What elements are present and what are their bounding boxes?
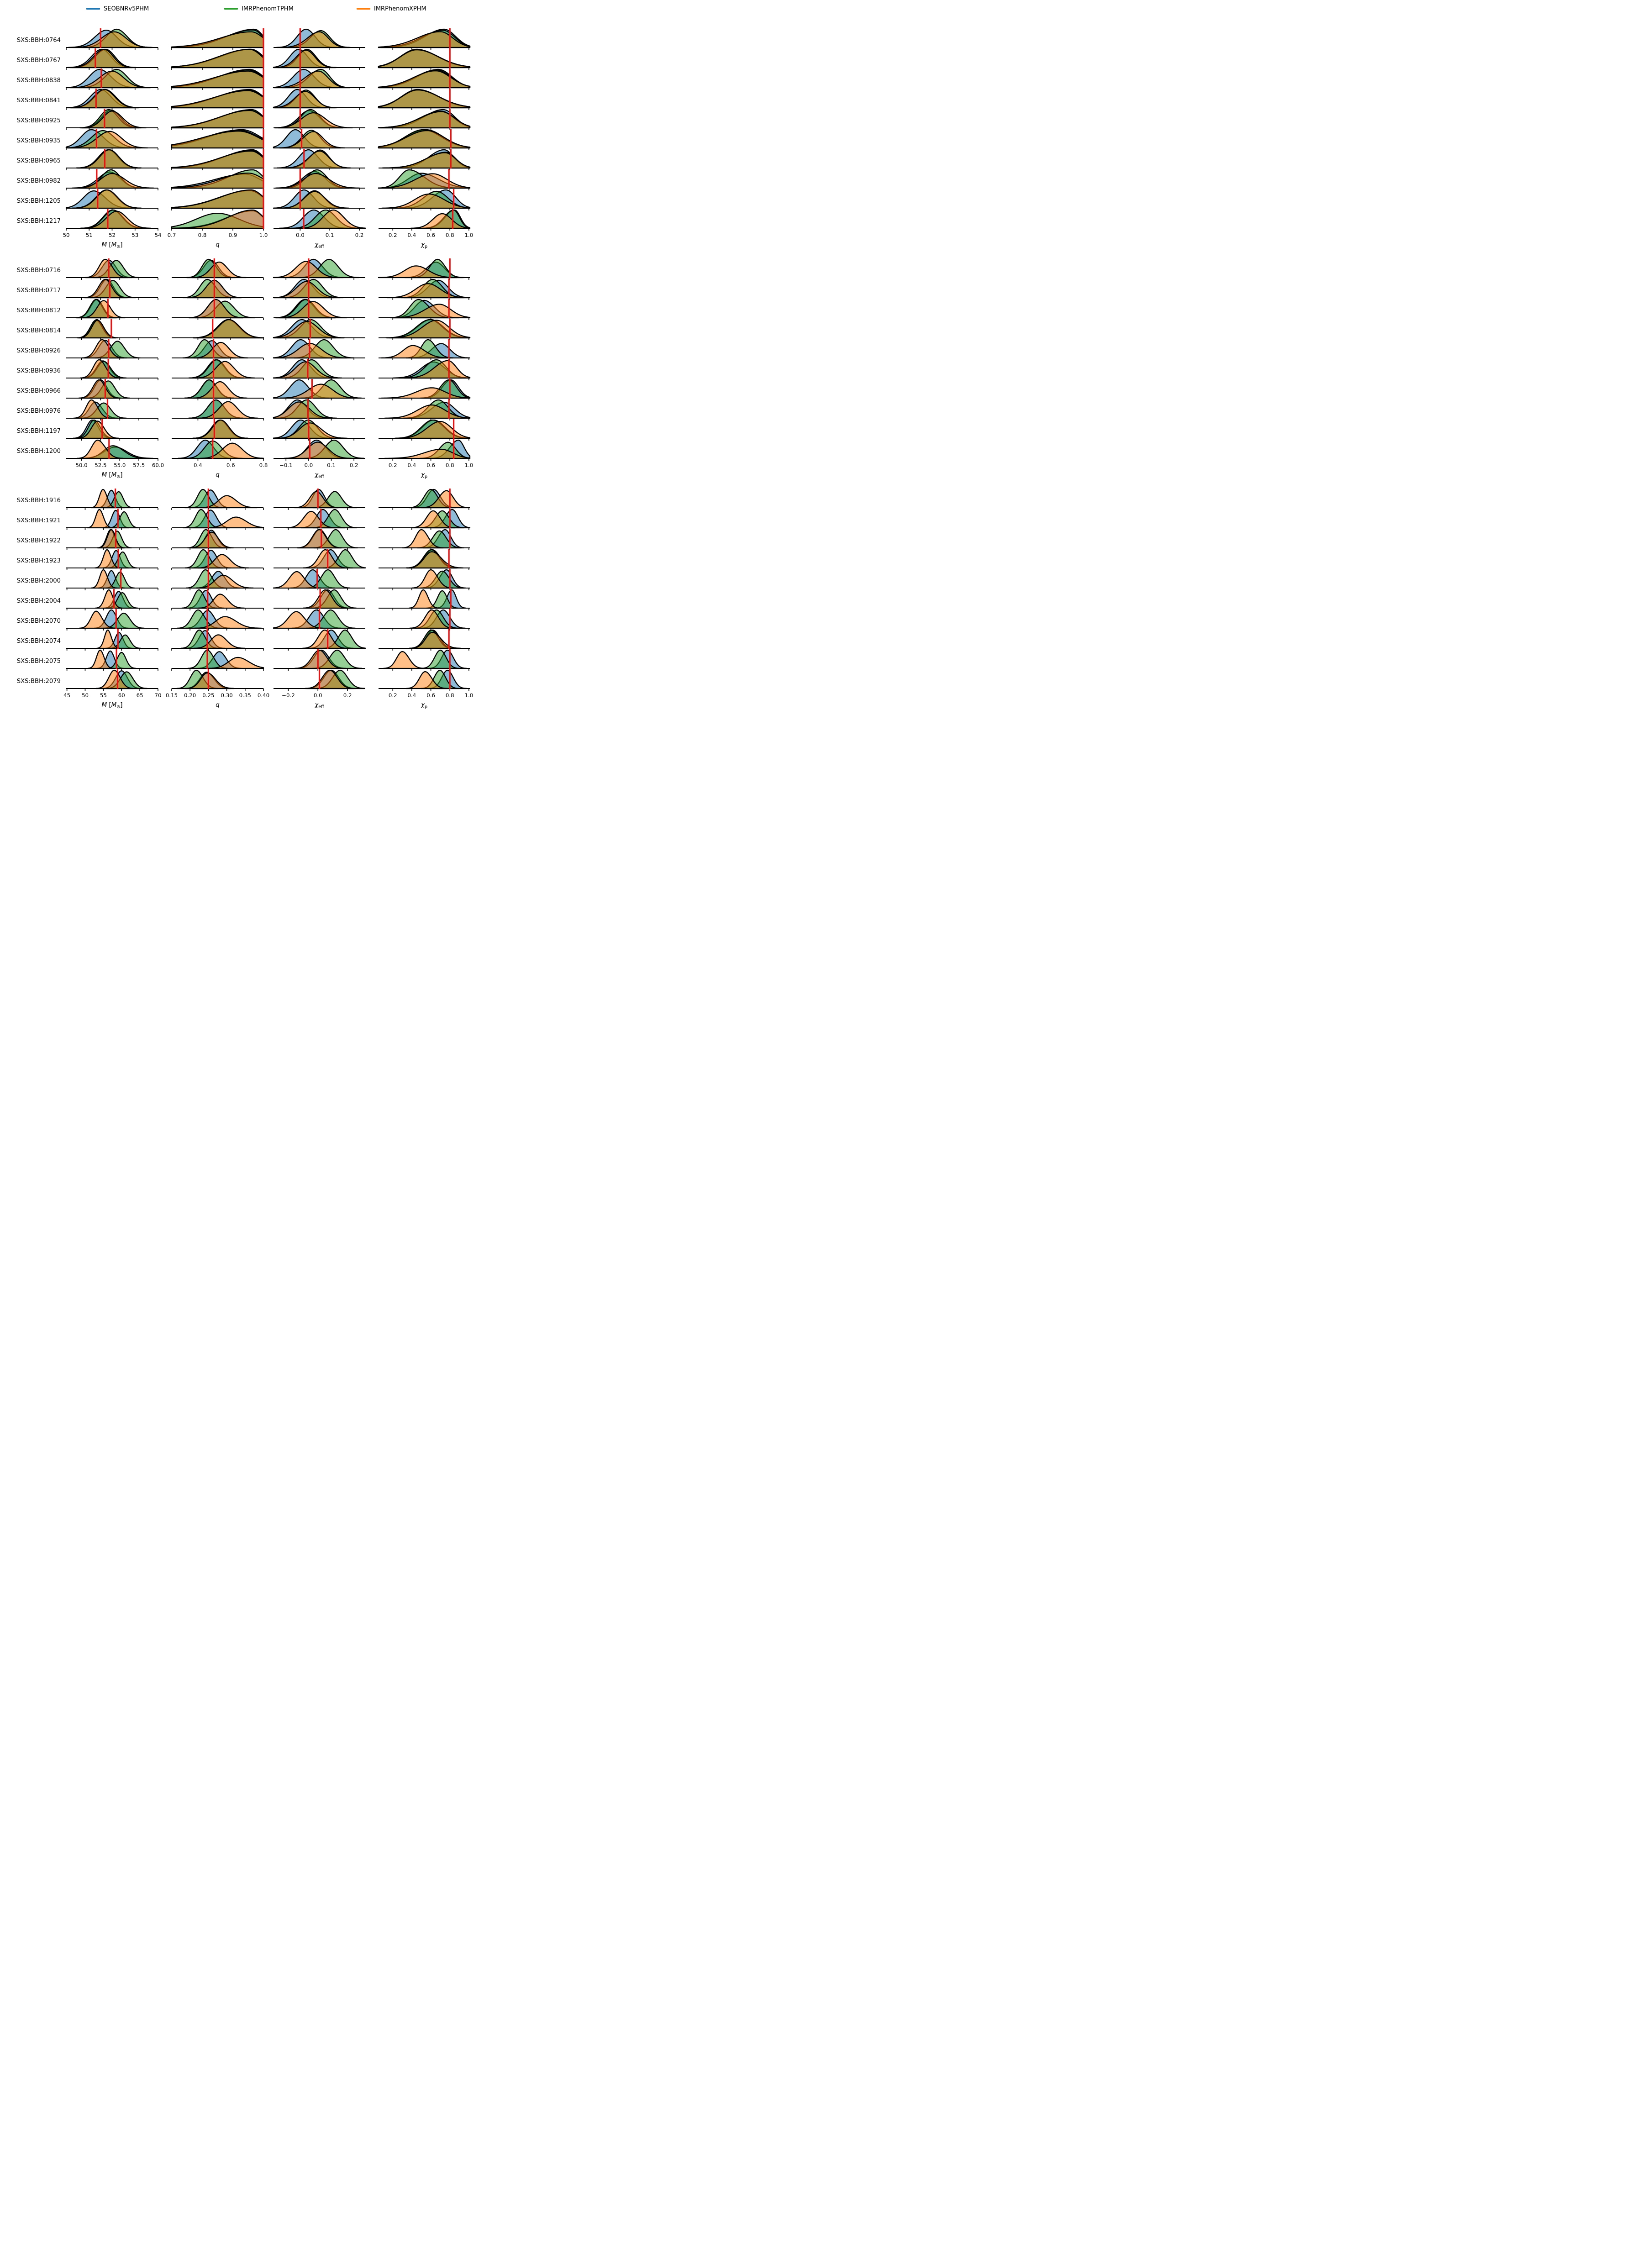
tick-label: 0.7 <box>167 232 176 238</box>
tick-label: 50 <box>81 692 89 699</box>
axis-title-chieff <box>314 471 324 479</box>
axis-title-part: ⊙ <box>116 244 121 249</box>
tick-label: 55 <box>100 692 107 699</box>
tick-label: 0.9 <box>228 232 237 238</box>
row-label: SXS:BBH:1923 <box>16 557 61 564</box>
tick-label: 0.6 <box>226 462 235 468</box>
tick-label: 0.6 <box>426 232 435 238</box>
tick-label: 55.0 <box>114 462 126 468</box>
kde-curve-IMRPhenomXPHM <box>172 91 263 108</box>
tick-label: 50.0 <box>75 462 88 468</box>
legend-line-blue-icon <box>86 8 100 10</box>
axis-title-part: χ <box>421 471 425 478</box>
axis-title-chieff <box>314 701 324 709</box>
axis-title-part: [ <box>107 701 111 709</box>
legend-item-imrphenomxphm <box>357 4 426 14</box>
tick-label: 52.5 <box>95 462 107 468</box>
row-label: SXS:BBH:0965 <box>16 158 61 164</box>
tick-label: −0.2 <box>282 692 295 699</box>
axis-title-part: χ <box>315 701 319 709</box>
legend-item-imrphenomtphm <box>224 4 294 14</box>
axis-title-part: χ <box>421 701 425 709</box>
row-label: SXS:BBH:1200 <box>16 448 61 455</box>
tick-label: 0.4 <box>407 232 416 238</box>
row-label: SXS:BBH:0925 <box>16 117 61 124</box>
row-label: SXS:BBH:0716 <box>16 267 61 274</box>
legend <box>0 4 521 17</box>
legend-line-orange-icon <box>357 8 370 10</box>
tick-label: 0.15 <box>165 692 178 699</box>
axis-title-part: [ <box>107 471 111 478</box>
tick-label: 54 <box>154 232 162 238</box>
axis-title-part: p <box>424 704 428 709</box>
tick-label: 0.2 <box>388 692 397 699</box>
ridgeline-chart <box>0 0 521 714</box>
tick-label: 53 <box>132 232 139 238</box>
axis-title-part: eff <box>318 474 324 479</box>
tick-label: 1.0 <box>464 692 474 699</box>
tick-label: 0.30 <box>221 692 233 699</box>
kde-curve-IMRPhenomXPHM <box>276 173 359 188</box>
figure-posterior-comparison <box>0 0 521 714</box>
axis-title-part: χ <box>421 241 425 248</box>
row-label: SXS:BBH:1197 <box>16 428 61 435</box>
kde-curve-IMRPhenomXPHM <box>172 190 263 208</box>
tick-label: 1.0 <box>259 232 268 238</box>
axis-title-M <box>101 471 122 479</box>
tick-label: 0.4 <box>407 462 416 468</box>
legend-item-seobnrv5phm <box>86 4 149 14</box>
axis-title-q <box>216 701 220 709</box>
axis-title-part: q <box>216 241 220 248</box>
row-label: SXS:BBH:2004 <box>16 598 61 604</box>
tick-label: 52 <box>108 232 116 238</box>
axis-title-part: ] <box>120 471 123 478</box>
kde-curve-IMRPhenomXPHM <box>172 110 263 128</box>
tick-label: 70 <box>154 692 162 699</box>
row-label: SXS:BBH:0814 <box>16 327 61 334</box>
tick-label: 0.4 <box>194 462 202 468</box>
axis-title-part: [ <box>107 241 111 248</box>
tick-label: 0.2 <box>355 232 364 238</box>
axis-title-M <box>101 701 122 709</box>
tick-label: 60.0 <box>152 462 164 468</box>
tick-label: 0.2 <box>349 462 358 468</box>
row-label: SXS:BBH:1217 <box>16 218 61 225</box>
tick-label: 0.20 <box>184 692 196 699</box>
tick-label: 0.8 <box>445 462 454 468</box>
row-label: SXS:BBH:0966 <box>16 388 61 394</box>
tick-label: 0.8 <box>198 232 207 238</box>
row-label: SXS:BBH:0976 <box>16 408 61 415</box>
kde-curve-IMRPhenomXPHM <box>194 320 263 338</box>
row-label: SXS:BBH:0841 <box>16 97 61 104</box>
row-label: SXS:BBH:2070 <box>16 618 61 625</box>
axis-title-part: p <box>424 474 428 479</box>
row-label: SXS:BBH:0764 <box>16 37 61 44</box>
tick-label: 0.0 <box>295 232 305 238</box>
axis-title-part: p <box>424 244 428 249</box>
axis-title-part: M <box>101 701 107 709</box>
row-label: SXS:BBH:2075 <box>16 658 61 665</box>
tick-label: 0.0 <box>313 692 322 699</box>
row-label: SXS:BBH:1921 <box>16 517 61 524</box>
tick-label: 0.25 <box>202 692 215 699</box>
axis-title-part: M <box>101 471 107 478</box>
kde-curve-IMRPhenomXPHM <box>379 111 470 128</box>
kde-curve-IMRPhenomXPHM <box>172 131 263 148</box>
tick-label: 0.8 <box>445 692 454 699</box>
row-label: SXS:BBH:2000 <box>16 578 61 584</box>
legend-label: SEOBNRv5PHM <box>104 5 149 12</box>
axis-title-q <box>216 471 220 478</box>
kde-curve-IMRPhenomXPHM <box>389 320 470 338</box>
kde-curve-IMRPhenomXPHM <box>379 50 470 68</box>
tick-label: 0.8 <box>445 232 454 238</box>
kde-curve-IMRPhenomXPHM <box>172 49 263 68</box>
axis-title-part: ] <box>120 241 123 248</box>
kde-curve-IMRPhenomXPHM <box>379 90 470 108</box>
tick-label: 0.1 <box>325 232 334 238</box>
kde-curve-IMRPhenomXPHM <box>274 113 352 128</box>
kde-curve-IMRPhenomXPHM <box>379 131 470 148</box>
kde-curve-IMRPhenomXPHM <box>274 321 344 338</box>
legend-label: IMRPhenomTPHM <box>242 5 294 12</box>
tick-label: 0.35 <box>239 692 251 699</box>
axis-title-chip <box>421 241 427 249</box>
row-label: SXS:BBH:1205 <box>16 198 61 205</box>
tick-label: 51 <box>85 232 93 238</box>
row-label: SXS:BBH:1922 <box>16 537 61 544</box>
kde-curve-IMRPhenomXPHM <box>172 32 263 47</box>
row-label: SXS:BBH:0717 <box>16 287 61 294</box>
axis-title-part: ] <box>120 701 123 709</box>
kde-curve-IMRPhenomXPHM <box>172 151 263 168</box>
kde-curve-IMRPhenomXPHM <box>384 652 424 668</box>
kde-curve-IMRPhenomXPHM <box>77 150 141 168</box>
kde-curve-IMRPhenomXPHM <box>172 71 263 88</box>
row-label: SXS:BBH:0936 <box>16 368 61 374</box>
row-label: SXS:BBH:1916 <box>16 497 61 504</box>
tick-label: 57.5 <box>132 462 145 468</box>
axis-title-part: ⊙ <box>116 704 121 709</box>
axis-title-part: q <box>216 471 220 478</box>
axis-title-part: eff <box>318 244 324 249</box>
row-label: SXS:BBH:0767 <box>16 57 61 64</box>
axis-title-chip <box>421 471 427 479</box>
tick-label: 50 <box>63 232 70 238</box>
tick-label: 0.6 <box>426 692 435 699</box>
kde-curve-IMRPhenomXPHM <box>382 152 470 168</box>
axis-title-part: q <box>216 701 220 709</box>
row-label: SXS:BBH:0926 <box>16 347 61 354</box>
axis-title-part: M <box>111 701 117 709</box>
axis-title-part: M <box>101 241 107 248</box>
tick-label: 1.0 <box>464 232 474 238</box>
tick-label: 0.0 <box>304 462 313 468</box>
kde-curve-IMRPhenomXPHM <box>194 420 247 438</box>
row-label: SXS:BBH:0982 <box>16 178 61 184</box>
tick-label: 0.2 <box>388 462 397 468</box>
axis-title-q <box>216 241 220 248</box>
axis-title-part: χ <box>315 241 319 248</box>
tick-label: 45 <box>63 692 71 699</box>
kde-curve-IMRPhenomXPHM <box>379 71 470 88</box>
tick-label: 0.6 <box>426 462 435 468</box>
tick-label: 0.2 <box>388 232 397 238</box>
tick-label: −0.1 <box>279 462 293 468</box>
axis-title-part: eff <box>318 704 324 709</box>
tick-label: 0.40 <box>257 692 270 699</box>
kde-curve-IMRPhenomXPHM <box>396 421 470 438</box>
row-label: SXS:BBH:0838 <box>16 77 61 84</box>
tick-label: 60 <box>118 692 125 699</box>
axis-title-part: M <box>111 471 117 478</box>
row-label: SXS:BBH:2074 <box>16 638 61 645</box>
legend-line-green-icon <box>224 8 238 10</box>
row-label: SXS:BBH:0812 <box>16 307 61 314</box>
axis-title-chieff <box>314 241 324 249</box>
axis-title-part: M <box>111 241 117 248</box>
legend-label: IMRPhenomXPHM <box>374 5 426 12</box>
tick-label: 65 <box>136 692 143 699</box>
row-label: SXS:BBH:2079 <box>16 678 61 685</box>
axis-title-chip <box>421 701 427 709</box>
kde-curve-IMRPhenomXPHM <box>70 49 134 68</box>
tick-label: 0.8 <box>259 462 268 468</box>
axis-title-part: ⊙ <box>116 474 121 479</box>
axis-title-part: χ <box>315 471 319 478</box>
axis-title-M <box>101 241 122 249</box>
tick-label: 0.1 <box>327 462 336 468</box>
row-label: SXS:BBH:0935 <box>16 137 61 144</box>
tick-label: 0.2 <box>343 692 352 699</box>
tick-label: 0.4 <box>407 692 416 699</box>
tick-label: 1.0 <box>464 462 474 468</box>
